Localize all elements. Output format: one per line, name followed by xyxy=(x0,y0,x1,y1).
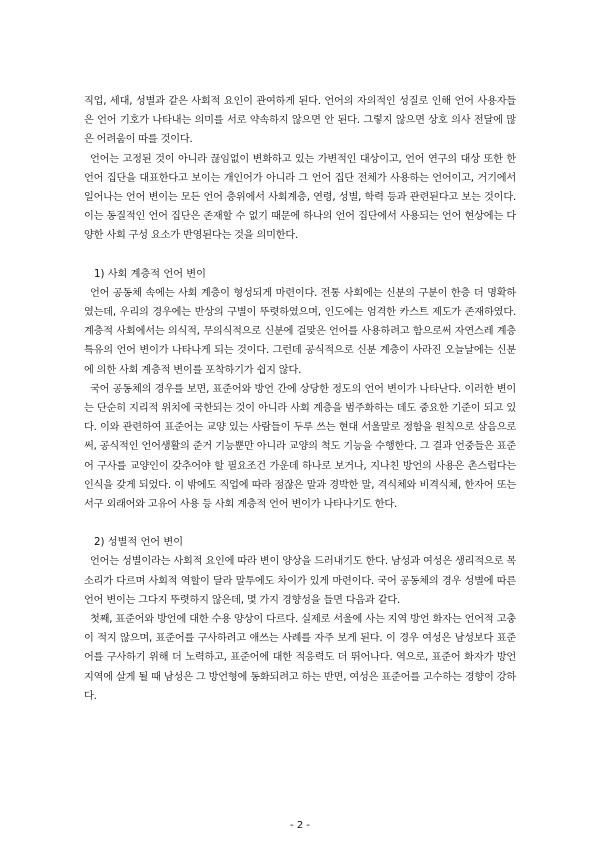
paragraph: 직업, 세대, 성별과 같은 사회적 요인이 관여하게 된다. 언어의 자의적인 성질로 인해 언어 사용자들은 언어 기호가 나타내는 의미를 서로 약속하지 않으면 안 된다. 그렇지 않으면 상호 의사 전달에 많은 어려움이 따를 것이다. xyxy=(84,96,516,146)
paragraph: 언어는 고정된 것이 아니라 끊임없이 변화하고 있는 가변적인 대상이고, 언어 연구의 대상 또한 한 언어 집단을 대표한다고 보이는 개인어가 아니라 그 언어 집단 전체가 사용하는 언어이고, 거기에서 일어나는 언어 변이는 모든 언어 층위에서 사회계층, 연령, 성별, 학력 등과 관련된다고 보는 것이다. 이는 동질적인 언어 집단은 존재할 수 없기 때문에 하나의 언어 집단에서 사용되는 언어 현상에는 다양한 사회 구성 요소가 반영된다는 것을 의미한다. xyxy=(84,153,516,242)
paragraph: 국어 공동체의 경우를 보면, 표준어와 방언 간에 상당한 정도의 언어 변이가 나타난다. 이러한 변이는 단순히 지리적 위치에 국한되는 것이 아니라 사회 계층을 범주화하는 데도 중요한 기준이 되고 있다. 이와 관련하여 표준어는 교양 있는 사람들이 두루 쓰는 현대 서울말로 정함을 원칙으로 삼음으로써, 공식적인 언어생활의 준거 기능뿐만 아니라 교양의 척도 기능을 수행한다. 그 결과 언중들은 표준어 구사를 교양인이 갖추어야 할 필요조건 가운데 하나로 보거나, 지나친 방언의 사용은 촌스럽다는 인식을 갖게 되었다. 이 밖에도 직업에 따라 점잖은 말과 경박한 말, 격식체와 비격식체, 한자어 또는 서구 외래어와 고유어 사용 등 사회 계층적 언어 변이가 나타나기도 한다. xyxy=(84,383,516,511)
paragraph: 언어는 성별이라는 사회적 요인에 따라 변이 양상을 드러내기도 한다. 남성과 여성은 생리적으로 목소리가 다르며 사회적 역할이 달라 말투에도 차이가 있게 마련이다. 국어 공동체의 경우 성별에 따른 언어 변이는 그다지 뚜렷하지 않은데, 몇 가지 경향성을 들면 다음과 같다. xyxy=(84,556,516,606)
paragraph: 첫째, 표준어와 방언에 대한 수용 양상이 다르다. 실제로 서울에 사는 지역 방언 화자는 언어적 고충이 적지 않으며, 표준어를 구사하려고 애쓰는 사례를 자주 보게 된다. 이 경우 여성은 남성보다 표준어를 구사하기 위해 더 노력하고, 표준어에 대한 적응력도 더 뛰어나다. 역으로, 표준어 화자가 방언 지역에 살게 될 때 남성은 그 방언형에 동화되려고 하는 반면, 여성은 표준어를 고수하는 경향이 강하다. xyxy=(84,614,516,702)
page-number: - 2 - xyxy=(290,820,310,831)
document-body xyxy=(84,92,516,706)
paragraph: 언어 공동체 속에는 사회 계층이 형성되게 마련이다. 전통 사회에는 신분의 구분이 한층 더 명확하였는데, 우리의 경우에는 반상의 구별이 뚜렷하였으며, 인도에는 엄격한 카스트 제도가 존재하였다. 계층적 사회에서는 의식적, 무의식적으로 신분에 걸맞은 언어를 사용하려고 함으로써 자연스레 계층 특유의 언어 변이가 나타나게 되는 것이다. 그런데 공식적으로 신분 계층이 사라진 오늘날에는 신분에 의한 사회 계층적 변이를 포착하기가 쉽지 않다. xyxy=(84,287,516,376)
section-heading: 2) 성별적 언어 변이 xyxy=(94,537,184,549)
section-heading: 1) 사회 계층적 언어 변이 xyxy=(94,268,206,280)
